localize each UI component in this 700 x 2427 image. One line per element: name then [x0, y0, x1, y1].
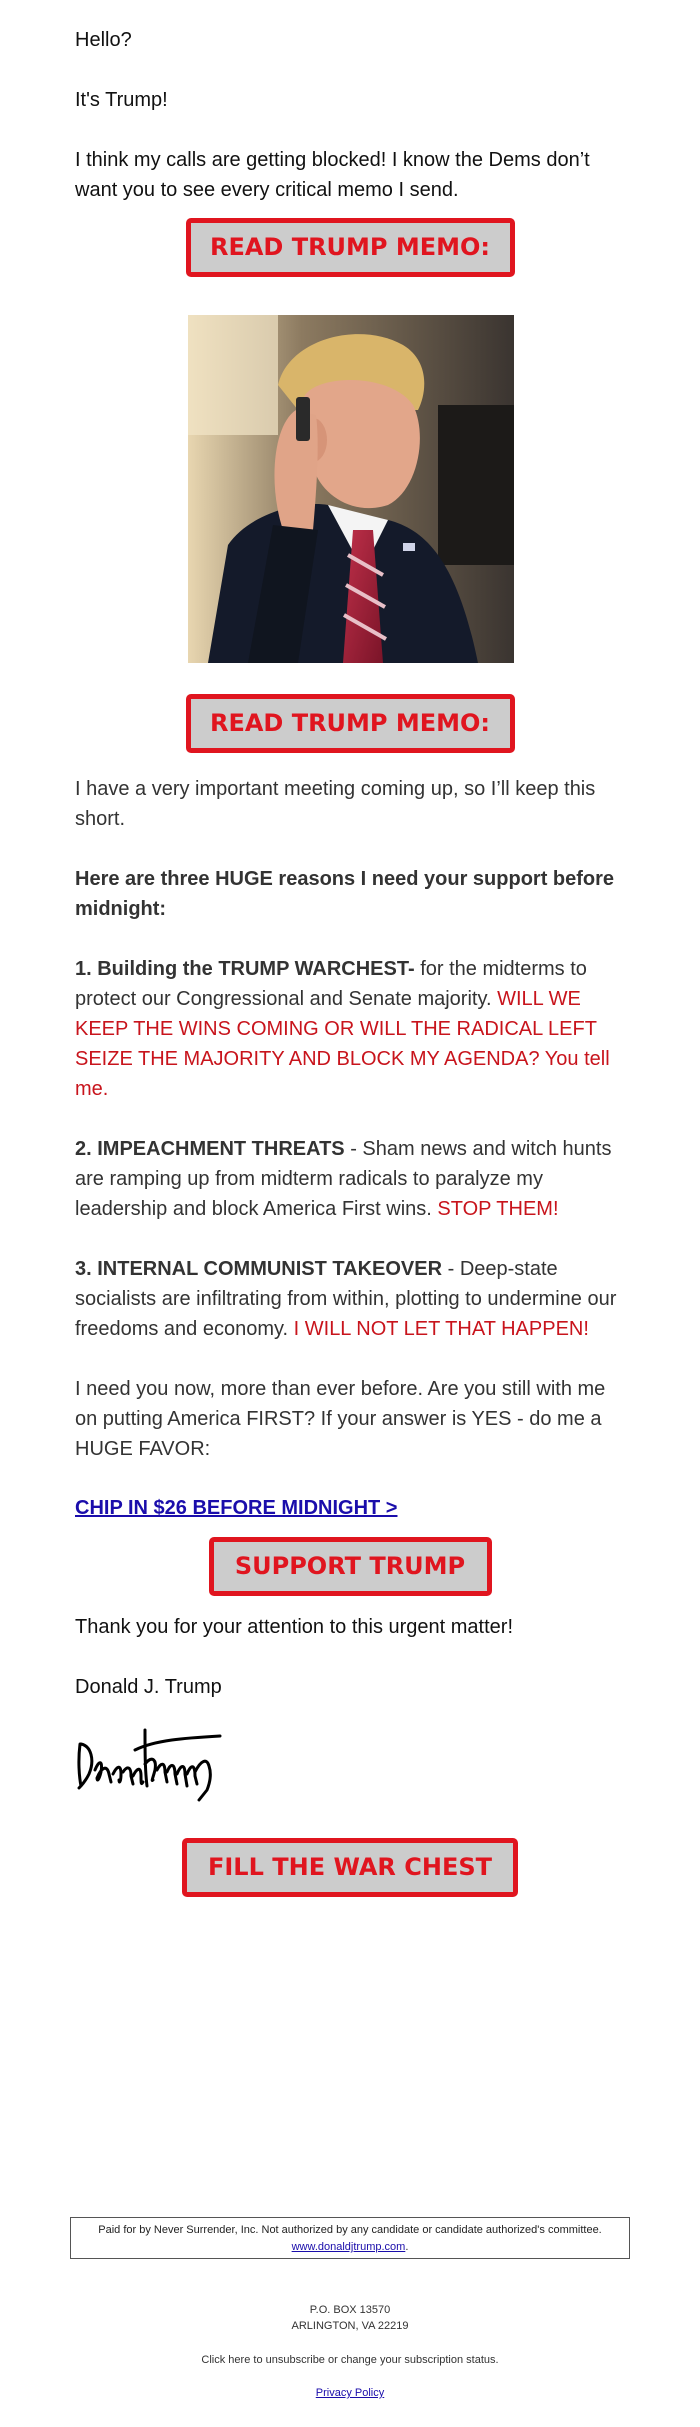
greeting-line: Hello? — [75, 29, 132, 51]
reason-2-title: 2. IMPEACHMENT THREATS — [75, 1138, 345, 1160]
reason-2-emphasis: STOP THEM! — [437, 1198, 559, 1220]
reason-3 — [75, 1254, 625, 1344]
thanks-line: Thank you for your attention to this urgent matter! — [75, 1616, 514, 1638]
signature-name: Donald J. Trump — [75, 1676, 222, 1698]
footer-city: ARLINGTON, VA 22219 — [291, 2320, 409, 2332]
memo-top-wrap — [75, 218, 625, 277]
intro-line: It's Trump! — [75, 89, 168, 111]
appeal-paragraph: I need you now, more than ever before. Are you still with me on putting America FIRST? If your answer is YES - do me a HUGE FAVOR: — [75, 1378, 606, 1460]
privacy-policy-link[interactable]: Privacy Policy — [315, 2387, 385, 2399]
reason-3-title: 3. INTERNAL COMMUNIST TAKEOVER — [75, 1258, 443, 1280]
reason-1-emphasis: WILL WE KEEP THE WINS COMING OR WILL THE RADICAL LEFT SEIZE THE MAJORITY AND BLOCK MY AGENDA? You tell me. — [75, 988, 610, 1100]
war-chest-wrap — [75, 1838, 625, 1897]
opening-paragraph: I think my calls are getting blocked! I know the Dems don’t want you to see every critical memo I send. — [75, 149, 590, 201]
footer-unsubscribe[interactable]: Click here to unsubscribe or change your subscription status. — [201, 2354, 499, 2366]
read-memo-button-bottom[interactable]: READ TRUMP MEMO: — [186, 694, 515, 753]
read-memo-button-top[interactable]: READ TRUMP MEMO: — [186, 218, 515, 277]
footer-website-link[interactable]: www.donaldjtrump.com — [291, 2241, 406, 2253]
memo-bottom-wrap — [75, 694, 625, 753]
reason-1-title: 1. Building the TRUMP WARCHEST- — [75, 958, 415, 980]
reason-2 — [75, 1134, 625, 1224]
reason-1-body: for the midterms to protect our Congressional and Senate majority. — [75, 958, 587, 1010]
reasons-heading: Here are three HUGE reasons I need your support before midnight: — [75, 868, 615, 920]
footer-disclaimer-box — [70, 2217, 630, 2259]
support-trump-button[interactable]: SUPPORT TRUMP — [209, 1537, 492, 1596]
reason-2-body: - Sham news and witch hunts are ramping up from midterm radicals to paralyze my leadership and block America First wins. — [75, 1138, 612, 1220]
signature-image — [75, 1720, 225, 1802]
footer-privacy-wrap — [0, 2385, 700, 2401]
footer-website-period: . — [405, 2241, 409, 2253]
reason-3-emphasis: I WILL NOT LET THAT HAPPEN! — [293, 1318, 589, 1340]
reason-1 — [75, 954, 625, 1104]
footer-disclaimer: Paid for by Never Surrender, Inc. Not authorized by any candidate or candidate authorized's committee. — [98, 2224, 602, 2236]
fill-war-chest-button[interactable]: FILL THE WAR CHEST — [182, 1838, 518, 1897]
trump-phone-photo — [188, 315, 514, 663]
chip-in-link[interactable]: CHIP IN $26 BEFORE MIDNIGHT > — [75, 1497, 398, 1519]
support-wrap — [75, 1537, 625, 1596]
meeting-paragraph: I have a very important meeting coming up, so I’ll keep this short. — [75, 778, 596, 830]
reason-3-body: - Deep-state socialists are infiltrating from within, plotting to undermine our freedoms and economy. — [75, 1258, 617, 1340]
footer-address — [0, 2302, 700, 2334]
footer-po-box: P.O. BOX 13570 — [309, 2304, 391, 2316]
photo-illustration — [188, 315, 514, 663]
